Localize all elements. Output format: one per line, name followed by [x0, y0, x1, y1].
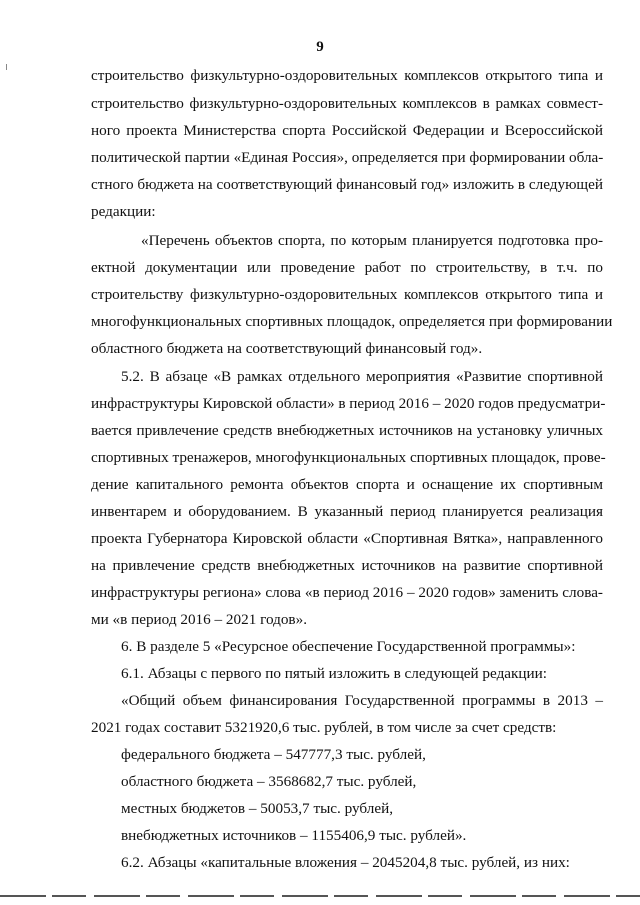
- text-line: ного проекта Министерства спорта Российской Федерации и Всероссийской: [91, 122, 603, 139]
- text-line: строительству физкультурно-оздоровительных комплексов открытого типа и: [91, 286, 603, 303]
- text-line: инфраструктуры Кировской области» в период 2016 – 2020 годов предусматри-: [91, 395, 606, 412]
- text-line: 5.2. В абзаце «В рамках отдельного мероприятия «Развитие спортивной: [121, 368, 603, 385]
- text-line: 6.2. Абзацы «капитальные вложения – 2045204,8 тыс. рублей, из них:: [121, 854, 570, 871]
- text-line: «Перечень объектов спорта, по которым планируется подготовка про-: [141, 232, 603, 249]
- text-line: дение капитального ремонта объектов спорта и оснащение их спортивным: [91, 476, 603, 493]
- text-line: редакции:: [91, 203, 156, 220]
- text-line: 6. В разделе 5 «Ресурсное обеспечение Государственной программы»:: [121, 638, 576, 655]
- text-line: федерального бюджета – 547777,3 тыс. рублей,: [121, 746, 426, 763]
- text-line: местных бюджетов – 50053,7 тыс. рублей,: [121, 800, 393, 817]
- text-line: проекта Губернатора Кировской области «Спортивная Вятка», направленного: [91, 530, 603, 547]
- text-line: строительство физкультурно-оздоровительных комплексов в рамках совмест-: [91, 95, 603, 112]
- margin-mark: [6, 64, 10, 70]
- text-line: строительство физкультурно-оздоровительных комплексов открытого типа и: [91, 67, 603, 84]
- text-line: ектной документации или проведение работ по строительству, в т.ч. по: [91, 259, 603, 276]
- text-line: областного бюджета на соответствующий финансовый год».: [91, 340, 483, 357]
- text-line: политической партии «Единая Россия», определяется при формировании обла-: [91, 149, 604, 166]
- text-line: «Общий объем финансирования Государственной программы в 2013 –: [121, 692, 603, 709]
- text-line: ми «в период 2016 – 2021 годов».: [91, 611, 307, 628]
- text-line: областного бюджета – 3568682,7 тыс. рублей,: [121, 773, 417, 790]
- text-line: на привлечение средств внебюджетных источников на развитие спортивной: [91, 557, 603, 574]
- text-line: спортивных тренажеров, многофункциональных спортивных площадок, прове-: [91, 449, 606, 466]
- text-line: вается привлечение средств внебюджетных источников на установку уличных: [91, 422, 603, 439]
- text-line: 2021 годах составит 5321920,6 тыс. рублей, в том числе за счет средств:: [91, 719, 557, 736]
- scan-edge-line: [0, 895, 640, 897]
- page-number: 9: [316, 39, 324, 55]
- text-line: инвентарем и оборудованием. В указанный период планируется реализация: [91, 503, 603, 520]
- text-line: внебюджетных источников – 1155406,9 тыс. рублей».: [121, 827, 467, 844]
- text-line: 6.1. Абзацы с первого по пятый изложить в следующей редакции:: [121, 665, 548, 682]
- text-line: инфраструктуры региона» слова «в период 2016 – 2020 годов» заменить слова-: [91, 584, 603, 601]
- text-line: многофункциональных спортивных площадок, определяется при формировании: [91, 313, 613, 330]
- text-line: стного бюджета на соответствующий финансовый год» изложить в следующей: [91, 176, 603, 193]
